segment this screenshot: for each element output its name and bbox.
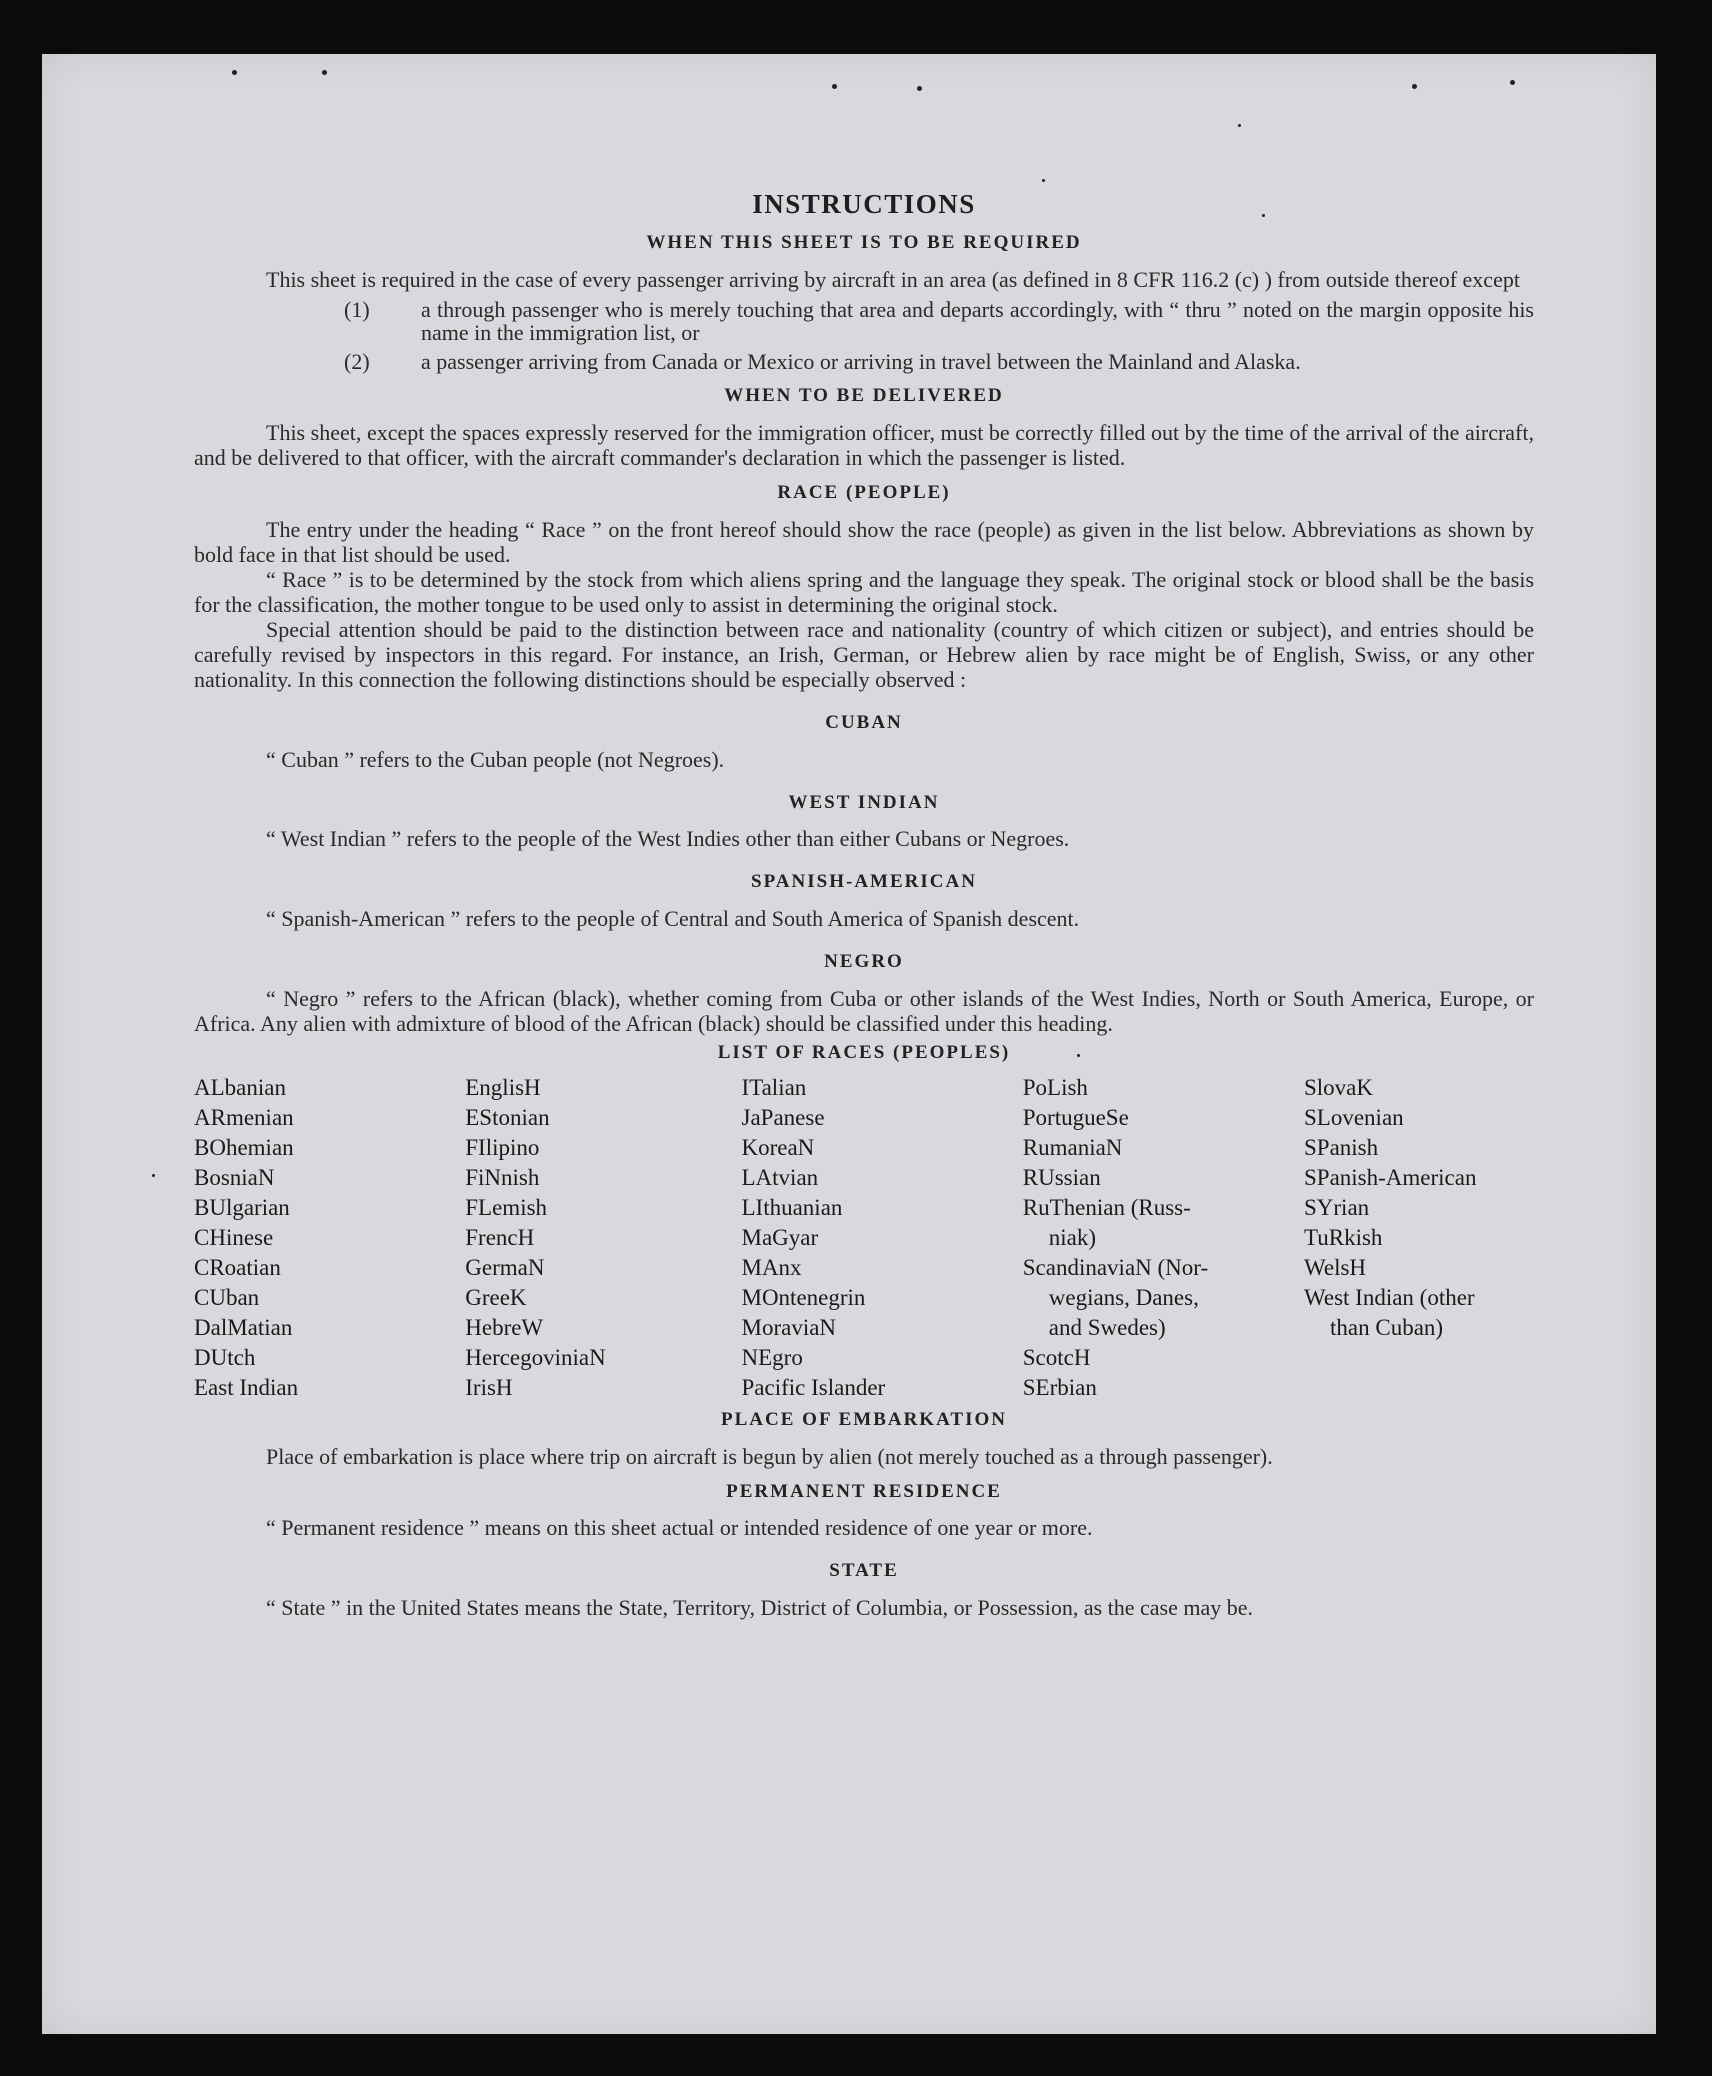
race-entry: HercegoviniaN — [465, 1344, 606, 1370]
race-entry: LIthuanian — [741, 1194, 843, 1220]
paragraph-permanent-residence: “ Permanent residence ” means on this sheet actual or intended residence of one year or more. — [266, 1515, 1093, 1541]
speck — [1510, 80, 1515, 85]
heading-state: STATE — [829, 1560, 899, 1582]
race-entry: East Indian — [194, 1374, 299, 1400]
speck — [1042, 179, 1045, 182]
race-entry: SErbian — [1022, 1374, 1097, 1400]
paragraph-west-indian: “ West Indian ” refers to the people of the West Indies other than either Cubans or Negroes. — [266, 826, 1070, 852]
heading-when-delivered: WHEN TO BE DELIVERED — [724, 385, 1004, 407]
heading-permanent-residence: PERMANENT RESIDENCE — [726, 1480, 1002, 1502]
race-entry: FiNnish — [465, 1164, 540, 1190]
race-entry: CHinese — [194, 1224, 274, 1250]
race-entry-continuation: and Swedes) — [1048, 1314, 1166, 1340]
race-entry: EnglisH — [465, 1074, 541, 1100]
race-entry-continuation: wegians, Danes, — [1048, 1284, 1199, 1310]
race-entry: BUlgarian — [194, 1194, 290, 1220]
race-entry: KoreaN — [741, 1134, 815, 1160]
exception-item-1 — [344, 298, 1534, 344]
heading-race: RACE (PEOPLE) — [777, 481, 951, 503]
item-text: a passenger arriving from Canada or Mexico or arriving in travel between the Mainland and Alaska. — [421, 349, 1301, 375]
item-number: (2) — [344, 349, 370, 375]
heading-cuban: CUBAN — [825, 711, 903, 733]
instructions-content — [194, 188, 1534, 1620]
race-column-5 — [1304, 1073, 1534, 1403]
paragraph-embarkation: Place of embarkation is place where trip on aircraft is begun by alien (not merely touched as a through passenger). — [266, 1443, 1273, 1469]
race-entry: JaPanese — [741, 1104, 825, 1130]
speck — [232, 70, 237, 75]
race-entry: EStonian — [465, 1104, 550, 1130]
race-column-2 — [465, 1073, 730, 1403]
exception-item-2 — [344, 350, 1534, 373]
speck — [1238, 124, 1241, 127]
heading-negro: NEGRO — [824, 951, 904, 973]
paragraph-negro: “ Negro ” refers to the African (black), whether coming from Cuba or other islands of the West Indies, North or South America, Europe, or Africa. Any alien with admixture of blood of the African (black) should be classified under this heading. — [194, 985, 1534, 1036]
race-entry: BosniaN — [194, 1164, 275, 1190]
race-entry: LAtvian — [741, 1164, 819, 1190]
speck — [1412, 84, 1417, 89]
race-entry: DUtch — [194, 1344, 256, 1370]
heading-when-required: WHEN THIS SHEET IS TO BE REQUIRED — [646, 232, 1082, 254]
item-number: (1) — [344, 297, 370, 323]
race-entry-continuation: niak) — [1048, 1224, 1097, 1250]
heading-west-indian: WEST INDIAN — [788, 791, 940, 813]
speck — [917, 86, 922, 91]
paragraph-race-2: “ Race ” is to be determined by the stock from which aliens spring and the language they speak. The original stock or blood shall be the basis for the classification, the mother tongue to be used only to assist in determining the original stock. — [194, 566, 1534, 617]
race-entry: RumaniaN — [1022, 1134, 1123, 1160]
race-entry: GermaN — [465, 1254, 545, 1280]
paragraph-when-delivered: This sheet, except the spaces expressly reserved for the immigration officer, must be correctly filled out by the time of the arrival of the aircraft, and be delivered to that officer, with the aircraft commander's declaration in which the passenger is listed. — [194, 419, 1534, 470]
race-entry: ALbanian — [194, 1074, 286, 1100]
race-entry: IrisH — [465, 1374, 513, 1400]
race-entry: CUban — [194, 1284, 260, 1310]
paragraph-state: “ State ” in the United States means the State, Territory, District of Columbia, or Possession, as the case may be. — [266, 1595, 1254, 1621]
heading-spanish-american: SPANISH-AMERICAN — [751, 871, 977, 893]
race-entry: FIlipino — [465, 1134, 540, 1160]
paragraph-race-1: The entry under the heading “ Race ” on the front hereof should show the race (people) as given in the list below. Abbreviations as shown by bold face in that list should be used. — [194, 516, 1534, 567]
item-text: a through passenger who is merely touching that area and departs accordingly, with “ thru ” noted on the margin opposite his name in the immigration list, or — [421, 297, 1534, 346]
race-entry-continuation: than Cuban) — [1330, 1314, 1444, 1340]
race-entry: SPanish — [1304, 1134, 1379, 1160]
race-entry: GreeK — [465, 1284, 527, 1310]
race-entry: NEgro — [741, 1344, 803, 1370]
race-column-4 — [1023, 1073, 1293, 1403]
race-entry: PoLish — [1022, 1074, 1088, 1100]
race-entry: MaGyar — [741, 1224, 819, 1250]
race-entry: MoraviaN — [741, 1314, 837, 1340]
heading-embarkation: PLACE OF EMBARKATION — [721, 1408, 1007, 1430]
race-entry: WelsH — [1304, 1254, 1367, 1280]
race-entry: MAnx — [741, 1254, 802, 1280]
page-title: INSTRUCTIONS — [752, 189, 976, 219]
paragraph-spanish-american: “ Spanish-American ” refers to the people of Central and South America of Spanish descent. — [266, 906, 1080, 932]
race-entry: PortugueSe — [1022, 1104, 1129, 1130]
race-list — [194, 1073, 1534, 1403]
race-entry: RUssian — [1022, 1164, 1101, 1190]
document-page — [42, 54, 1656, 2034]
speck — [322, 70, 327, 75]
race-entry: SPanish-American — [1304, 1164, 1477, 1190]
race-entry: FrencH — [465, 1224, 535, 1250]
heading-list-of-races: LIST OF RACES (PEOPLES) — [717, 1041, 1011, 1063]
race-entry: FLemish — [465, 1194, 548, 1220]
race-entry: SLovenian — [1304, 1104, 1404, 1130]
race-entry: ScandinaviaN (Nor- — [1022, 1254, 1209, 1280]
race-entry: SYrian — [1304, 1194, 1370, 1220]
paragraph-when-required: This sheet is required in the case of every passenger arriving by aircraft in an area (as defined in 8 CFR 116.2 (c) ) from outside thereof except — [266, 267, 1520, 293]
paragraph-cuban: “ Cuban ” refers to the Cuban people (not Negroes). — [266, 746, 725, 772]
race-entry: ScotcH — [1022, 1344, 1091, 1370]
race-entry: ARmenian — [194, 1104, 294, 1130]
race-entry: CRoatian — [194, 1254, 281, 1280]
race-entry: Pacific Islander — [741, 1374, 886, 1400]
race-entry: ITalian — [741, 1074, 807, 1100]
race-entry: SlovaK — [1304, 1074, 1373, 1100]
race-column-1 — [194, 1073, 454, 1403]
race-entry: DalMatian — [194, 1314, 293, 1340]
race-entry: West Indian (other — [1304, 1284, 1475, 1310]
paragraph-race-3: Special attention should be paid to the distinction between race and nationality (country of which citizen or subject), and entries should be carefully revised by inspectors in this regard. For instance, an Irish, German, or Hebrew alien by race might be of English, Swiss, or any other nationality. In this connection the following distinctions should be especially observed : — [194, 616, 1534, 692]
race-entry: HebreW — [465, 1314, 544, 1340]
speck — [832, 84, 837, 89]
race-entry: RuThenian (Russ- — [1022, 1194, 1191, 1220]
race-entry: TuRkish — [1304, 1224, 1383, 1250]
race-entry: BOhemian — [194, 1134, 294, 1160]
race-column-3 — [742, 1073, 1012, 1403]
race-entry: MOntenegrin — [741, 1284, 866, 1310]
speck — [152, 1174, 155, 1177]
